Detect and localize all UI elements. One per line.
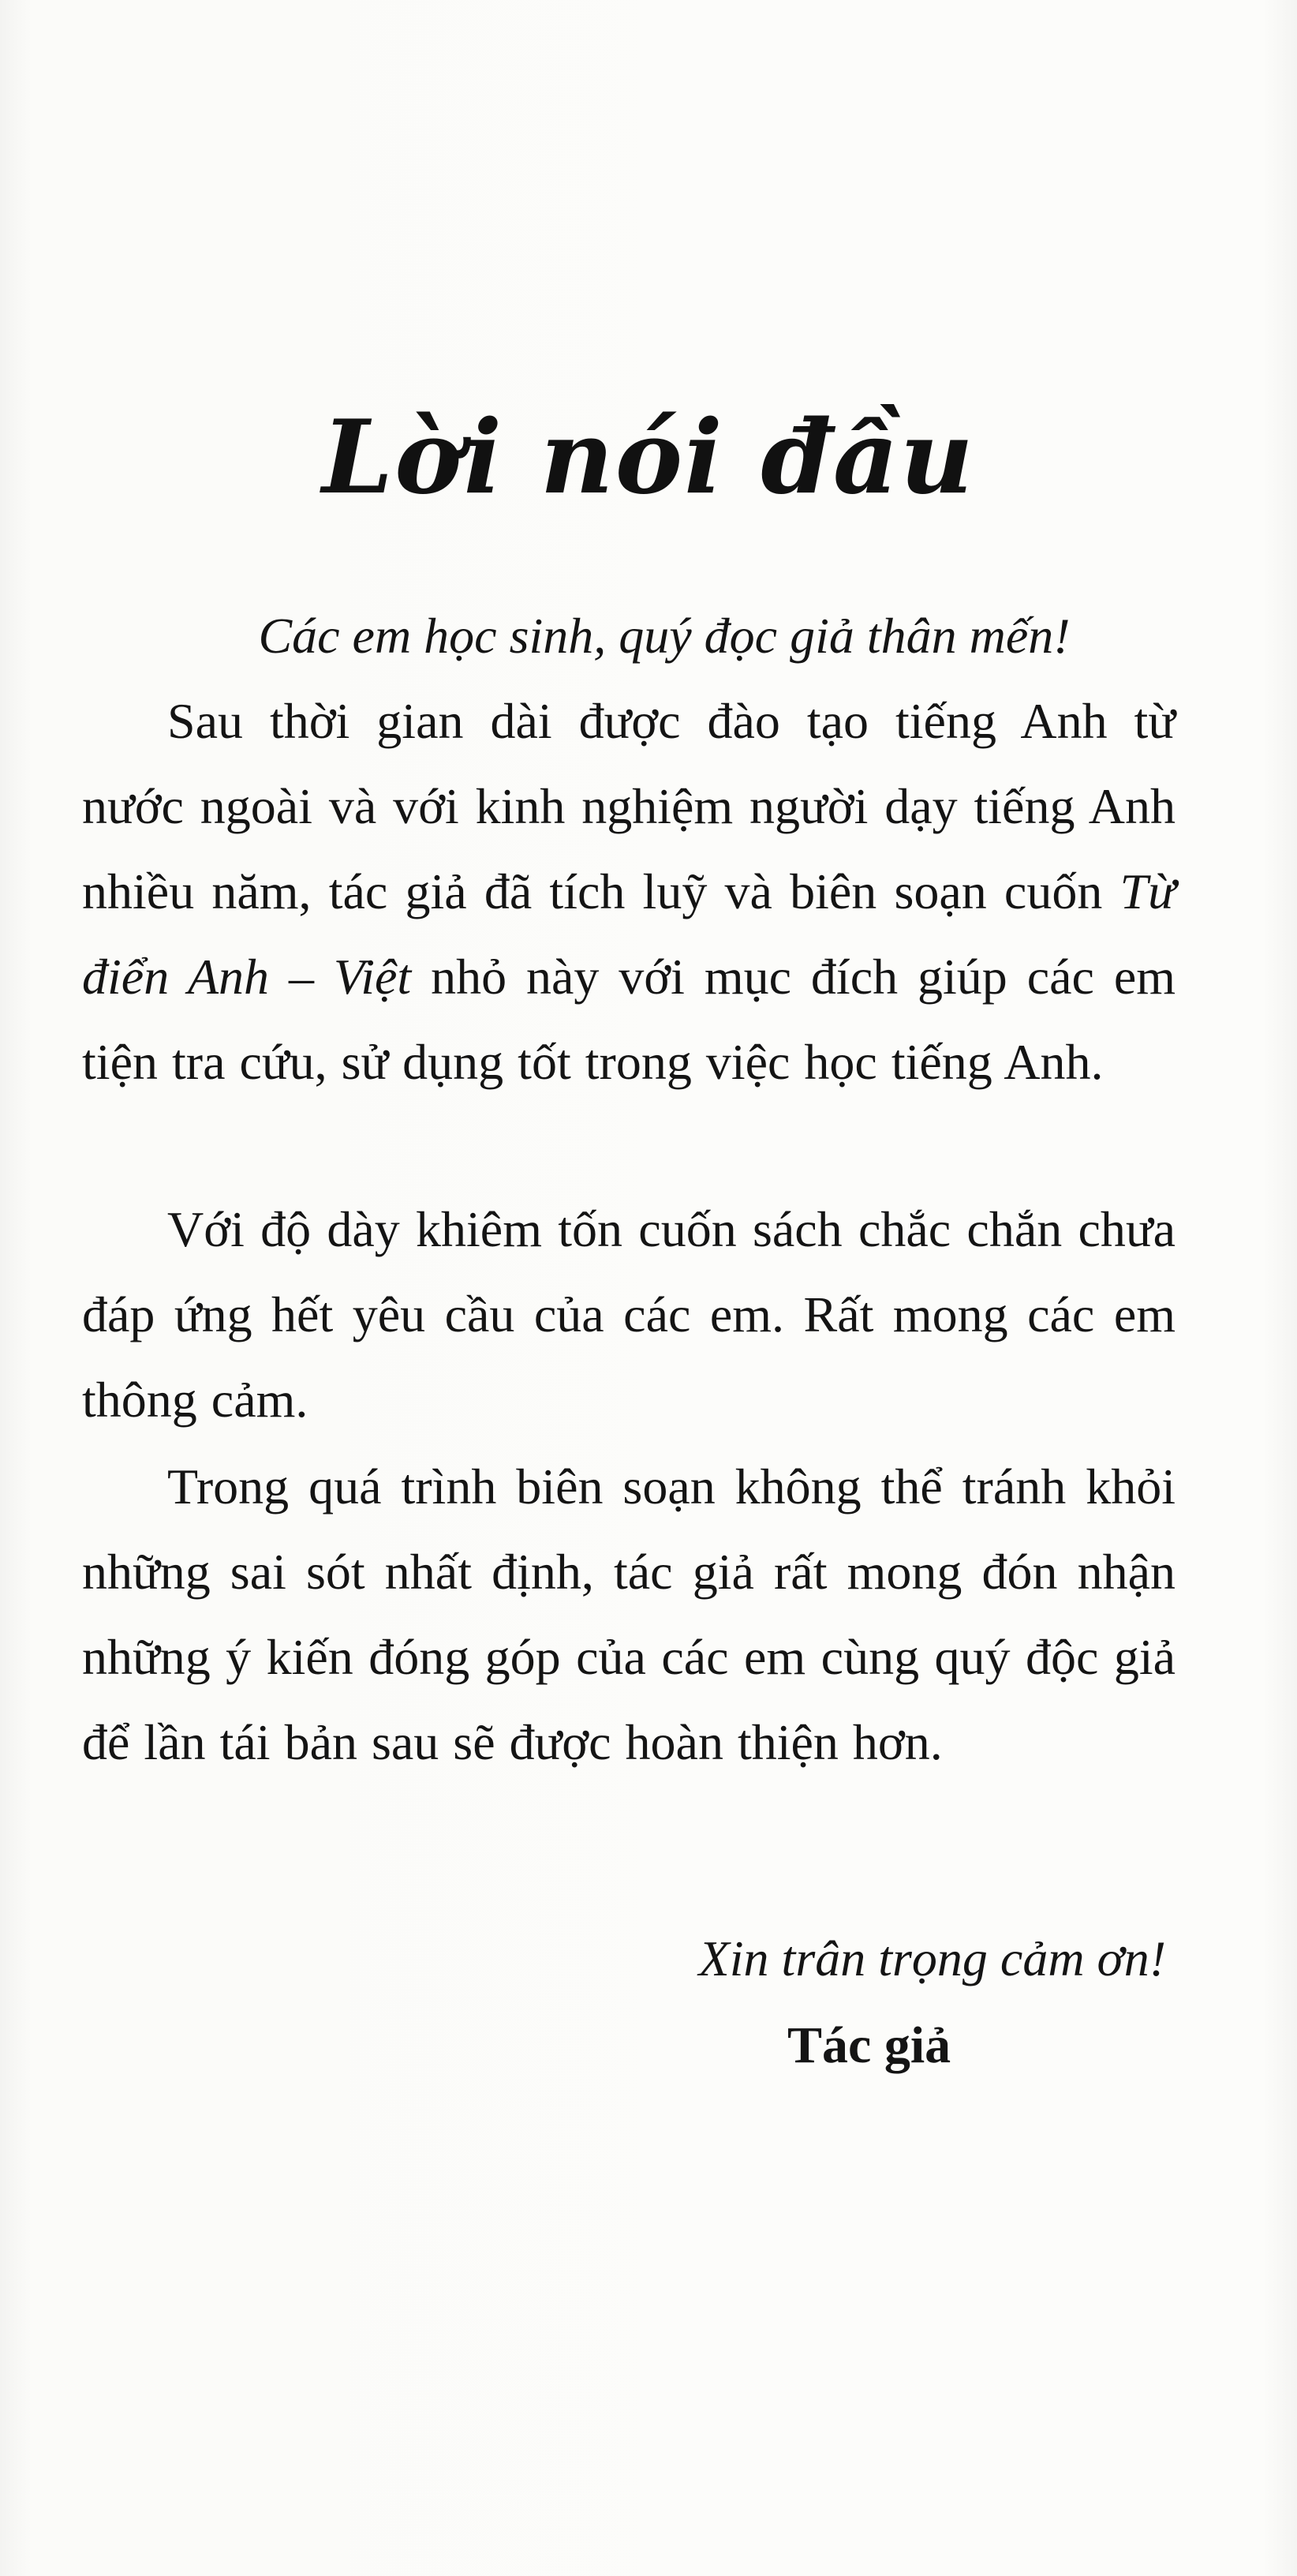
- paragraph-3-text: Trong quá trình biên soạn không thể tránh khỏi những sai sót nhất định, tác giả rất mong đón nhận những ý kiến đóng góp của các em cùng quý độc giả để lần tái bản sau sẽ được hoàn thiện hơn.: [82, 1458, 1176, 1770]
- page-title: Lời nói đầu: [322, 399, 975, 517]
- author-signature: Tác giả: [787, 2016, 951, 2074]
- paragraph-2: [82, 1187, 1176, 1444]
- paragraph-1-after-title: nhỏ này với mục đích giúp các em tiện tra cứu, sử dụng tốt trong việc học tiếng Anh.: [82, 949, 1176, 1090]
- paragraph-3: [82, 1444, 1176, 1787]
- greeting-line: Các em học sinh, quý đọc giả thân mến!: [258, 608, 1071, 664]
- paragraph-1: [82, 679, 1176, 1106]
- paragraph-2-text: Với độ dày khiêm tốn cuốn sách chắc chắn chưa đáp ứng hết yêu cầu của các em. Rất mong các em thông cảm.: [82, 1201, 1176, 1428]
- paragraph-1-before-title: Sau thời gian dài được đào tạo tiếng Anh từ nước ngoài và với kinh nghiệm người dạy tiếng Anh nhiều năm, tác giả đã tích luỹ và biên soạn cuốn: [82, 693, 1176, 919]
- closing-line: Xin trân trọng cảm ơn!: [698, 1930, 1166, 1986]
- book-title: Từ điển Anh – Việt: [82, 863, 1176, 1005]
- paragraph-1-text: [82, 679, 1176, 1105]
